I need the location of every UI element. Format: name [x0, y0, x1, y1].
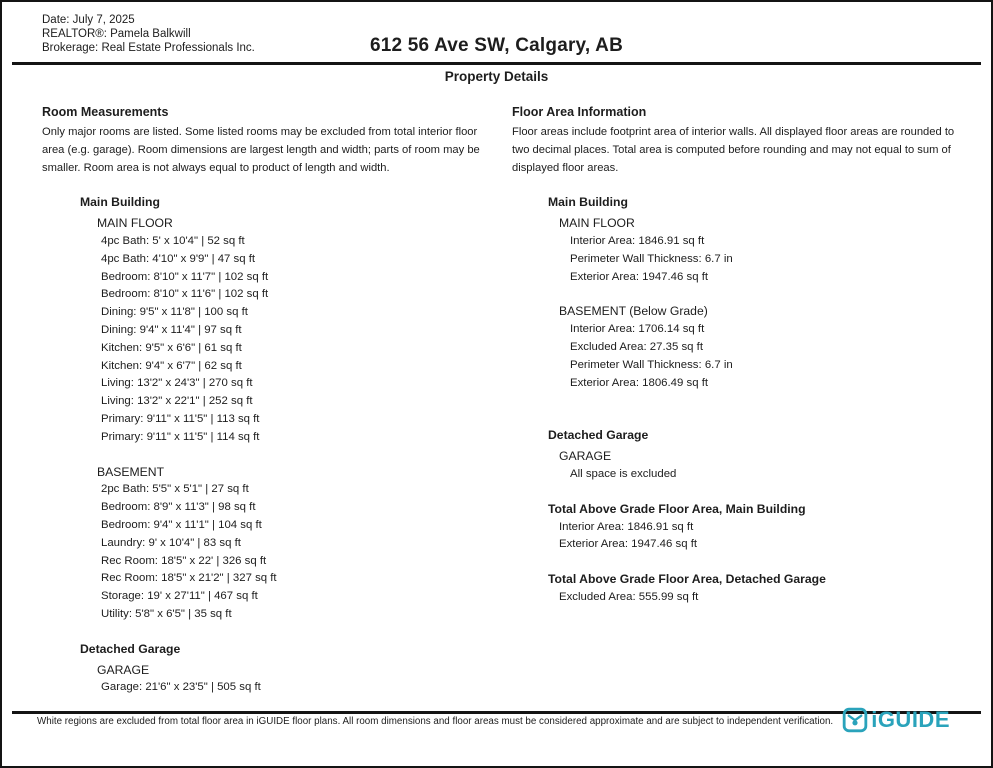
- room-line: Rec Room: 18'5" x 21'2" | 327 sq ft: [101, 572, 277, 585]
- area-line: Interior Area: 1706.14 sq ft: [570, 323, 705, 336]
- area-line: Excluded Area: 27.35 sq ft: [570, 340, 703, 353]
- area-line: Perimeter Wall Thickness: 6.7 in: [570, 358, 733, 371]
- room-line: Bedroom: 8'9" x 11'3" | 98 sq ft: [101, 501, 256, 514]
- main-building-label: Main Building: [548, 195, 628, 210]
- room-measurements-section: [42, 105, 502, 697]
- garage-label: GARAGE: [559, 449, 612, 464]
- page-title: 612 56 Ave SW, Calgary, AB: [369, 35, 624, 56]
- room-line: Primary: 9'11" x 11'5" | 113 sq ft: [101, 412, 260, 425]
- room-line: Living: 13'2" x 24'3" | 270 sq ft: [101, 377, 253, 390]
- basement-label: BASEMENT: [97, 464, 165, 479]
- area-line: All space is excluded: [570, 467, 677, 480]
- total-main-building-heading: Total Above Grade Floor Area, Main Building: [548, 501, 806, 516]
- room-line: Utility: 5'8" x 6'5" | 35 sq ft: [101, 607, 232, 620]
- page-subtitle: Property Details: [444, 69, 549, 84]
- room-line: Bedroom: 8'10" x 11'7" | 102 sq ft: [101, 270, 269, 283]
- main-building-label: Main Building: [80, 195, 160, 210]
- room-measurements-heading: Room Measurements: [42, 105, 169, 119]
- room-line: Primary: 9'11" x 11'5" | 114 sq ft: [101, 430, 260, 443]
- realtor-name: REALTOR®: Pamela Balkwill: [42, 27, 191, 40]
- iguide-camera-icon: [842, 707, 868, 733]
- room-line: 2pc Bath: 5'5" x 5'1" | 27 sq ft: [101, 483, 249, 496]
- room-line: Bedroom: 9'4" x 11'1" | 104 sq ft: [101, 518, 262, 531]
- garage-label: GARAGE: [97, 662, 150, 677]
- room-line: Laundry: 9' x 10'4" | 83 sq ft: [101, 536, 241, 549]
- detached-garage-label: Detached Garage: [548, 428, 649, 443]
- room-line: Dining: 9'4" x 11'4" | 97 sq ft: [101, 323, 242, 336]
- basement-label: BASEMENT (Below Grade): [559, 304, 708, 319]
- floor-area-description: Floor areas include footprint area of interior walls. All displayed floor areas are rounded to two decimal places. Total area is computed before rounding and may not equal to sum of displayed floor areas.: [512, 126, 955, 174]
- room-line: Rec Room: 18'5" x 22' | 326 sq ft: [101, 554, 267, 567]
- floor-area-information-section: [512, 105, 972, 607]
- main-floor-label: MAIN FLOOR: [559, 216, 635, 231]
- area-line: Interior Area: 1846.91 sq ft: [559, 520, 694, 533]
- area-line: Exterior Area: 1947.46 sq ft: [559, 538, 698, 551]
- room-line: 4pc Bath: 5' x 10'4" | 52 sq ft: [101, 234, 245, 247]
- area-line: Perimeter Wall Thickness: 6.7 in: [570, 252, 733, 265]
- area-line: Exterior Area: 1806.49 sq ft: [570, 376, 709, 389]
- room-line: Storage: 19' x 27'11" | 467 sq ft: [101, 590, 258, 603]
- detached-garage-label: Detached Garage: [80, 641, 181, 656]
- main-floor-label: MAIN FLOOR: [97, 216, 173, 231]
- report-date: Date: July 7, 2025: [42, 14, 135, 26]
- header-divider: [12, 62, 981, 65]
- area-line: Exterior Area: 1947.46 sq ft: [570, 270, 709, 283]
- room-line: Garage: 21'6" x 23'5" | 505 sq ft: [101, 681, 261, 694]
- room-line: 4pc Bath: 4'10" x 9'9" | 47 sq ft: [101, 252, 256, 265]
- area-line: Excluded Area: 555.99 sq ft: [559, 590, 699, 603]
- floor-area-heading: Floor Area Information: [512, 105, 647, 119]
- iguide-logo: [842, 707, 950, 733]
- footer-divider: [12, 711, 981, 714]
- room-line: Bedroom: 8'10" x 11'6" | 102 sq ft: [101, 288, 269, 301]
- room-line: Kitchen: 9'4" x 6'7" | 62 sq ft: [101, 359, 242, 372]
- area-line: Interior Area: 1846.91 sq ft: [570, 234, 705, 247]
- room-line: Living: 13'2" x 22'1" | 252 sq ft: [101, 395, 253, 408]
- total-detached-garage-heading: Total Above Grade Floor Area, Detached Garage: [548, 572, 826, 587]
- iguide-logo-text: iGUIDE: [871, 707, 950, 732]
- room-line: Dining: 9'5" x 11'8" | 100 sq ft: [101, 306, 248, 319]
- brokerage-name: Brokerage: Real Estate Professionals Inc.: [42, 41, 255, 54]
- footer-disclaimer: White regions are excluded from total floor area in iGUIDE floor plans. All room dimensions and floor areas must be considered approximate and are subject to independent verification.: [37, 716, 834, 727]
- room-measurements-description: Only major rooms are listed. Some listed rooms may be excluded from total interior floor area (e.g. garage). Room dimensions are largest length and width; parts of room may be smaller. Room area is not always equal to product of length and width.: [42, 126, 480, 174]
- room-line: Kitchen: 9'5" x 6'6" | 61 sq ft: [101, 341, 242, 354]
